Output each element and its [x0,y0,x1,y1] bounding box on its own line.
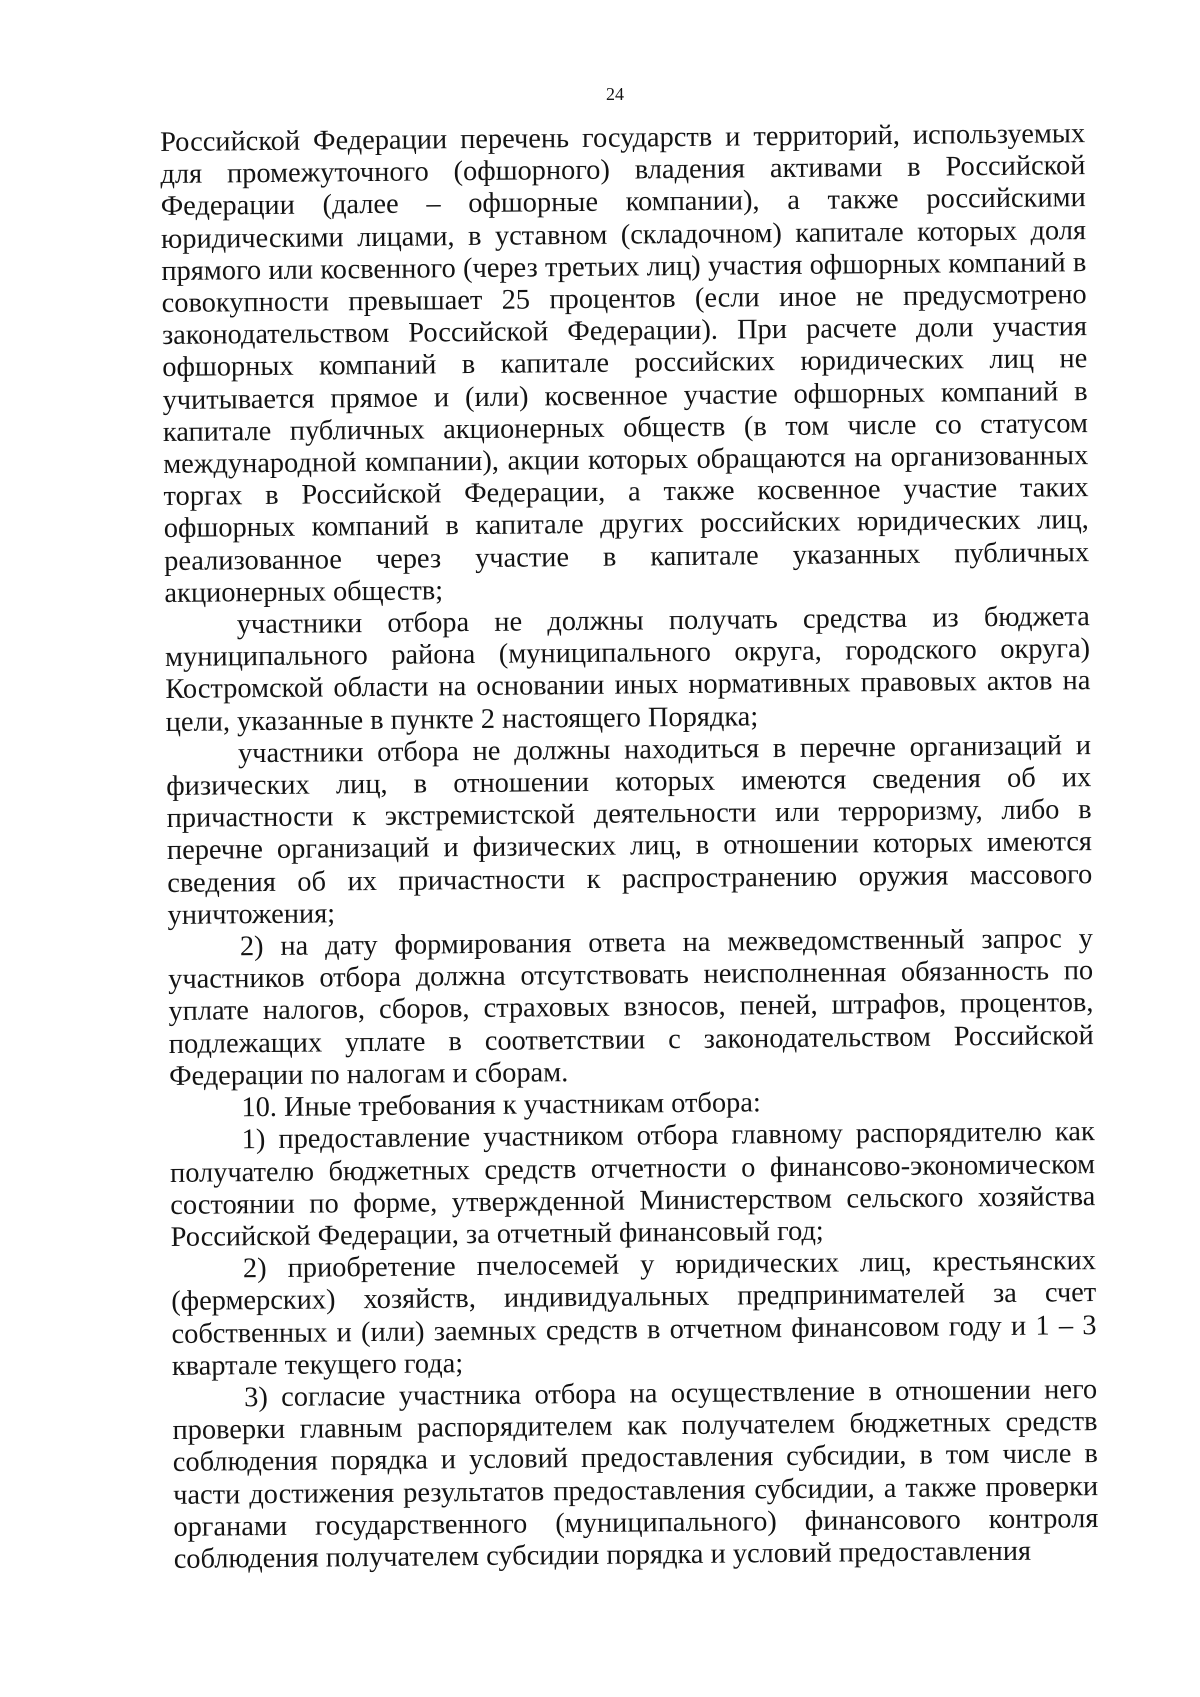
paragraph-section-10-heading: 10. Иные требования к участникам отбора: [241,1087,761,1124]
paragraph-offshore-continuation: Российской Федерации перечень государств и территорий, используемых для промежуточного (офшорного) владения активами в Российской Федерации (далее – офшорные компании), а также российскими юридическими лицами, в уставном (складочном) капитале которых доля прямого или косвенного (через третьих лиц) участия офшорных компаний в совокупности превышает 25 процентов (если иное не предусмотрено законодательством Российской Федерации). При расчете доли участия офшорных компаний в капитале российских юридических лиц не учитывается прямое и (или) косвенное участие офшорных компаний в капитале публичных акционерных обществ (в том числе со статусом международной компании), акции которых обращаются на организованных торгах в Российской Федерации, а также косвенное участие таких офшорных компаний в капитале других российских юридических лиц, реализованное через участие в капитале указанных публичных акционерных обществ; [160,118,1090,609]
paragraph-item-3-inspection-consent: 3) согласие участника отбора на осуществление в отношении него проверки главным распорядителем как получателем бюджетных средств соблюдения порядка и условий предоставления субсидии, в том числе в части достижения результатов предоставления субсидии, а также проверки органами государственного (муниципального) финансового контроля соблюдения получателем субсидии порядка и условий предоставления [172,1373,1099,1575]
document-body [160,118,1099,1576]
paragraph-item-1-reporting: 1) предоставление участником отбора главному распорядителю как получателю бюджетных средств отчетности о финансово-экономическом состоянии по форме, утвержденной Министерством сельского хозяйства Российской Федерации, за отчетный финансовый год; [169,1116,1096,1253]
paragraph-extremism-list: участники отбора не должны находиться в перечне организаций и физических лиц, в отношении которых имеются сведения об их причастности к экстремистской деятельности или терроризму, либо в перечне организаций и физических лиц, в отношении которых имеются сведения об их причастности к распространению оружия массового уничтожения; [166,729,1093,931]
paragraph-item-2-bee-colonies: 2) приобретение пчелосемей у юридических лиц, крестьянских (фермерских) хозяйств, индивидуальных предпринимателей за счет собственных и (или) заемных средств в отчетном финансовом году и 1 – 3 квартале текущего года; [171,1245,1097,1382]
paragraph-no-tax-debt: 2) на дату формирования ответа на межведомственный запрос у участников отбора должна отсутствовать неисполненная обязанность по уплате налогов, сборов, страховых взносов, пеней, штрафов, процентов, подлежащих уплате в соответствии с законодательством Российской Федерации по налогам и сборам. [168,923,1094,1092]
page-number: 24 [606,84,624,104]
paragraph-no-other-budget-funds: участники отбора не должны получать средства из бюджета муниципального района (муниципального округа, городского округа) Костромской области на основании иных нормативных правовых актов на цели, указанные в пункте 2 настоящего Порядка; [164,601,1091,738]
